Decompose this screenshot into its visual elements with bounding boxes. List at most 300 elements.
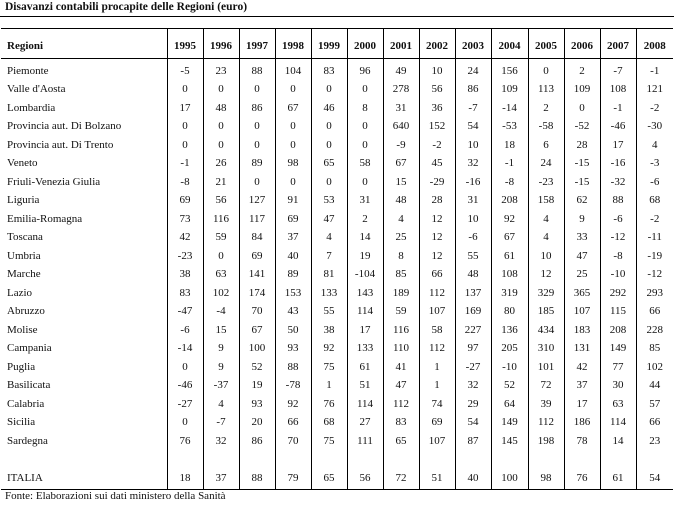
table-cell: 107 [419,303,455,322]
table-cell: -2 [419,136,455,155]
table-cell: 329 [528,284,564,303]
table-cell: 70 [239,303,275,322]
table-cell: -6 [167,321,203,340]
table-cell: 48 [383,192,419,211]
table-cell: 65 [383,432,419,451]
region-name: Umbria [7,249,41,262]
table-cell: 63 [600,395,636,414]
table-cell: 7 [311,247,347,266]
table-cell: 0 [311,81,347,100]
table-cell: -19 [636,247,673,266]
table-row [1,303,673,322]
table-cell: 0 [275,118,311,137]
table-cell: 4 [311,229,347,248]
table-cell: 174 [239,284,275,303]
table-cell: 133 [347,340,383,359]
table-cell: 26 [203,155,239,174]
table-cell: 183 [564,321,600,340]
table-cell: 8 [347,99,383,118]
table-cell: 102 [636,358,673,377]
table-cell: -52 [564,118,600,137]
table-cell: -12 [600,229,636,248]
table-cell: 23 [203,59,239,81]
table-cell: 116 [203,210,239,229]
table-row [1,99,673,118]
table-cell: 63 [203,266,239,285]
table-cell: 133 [311,284,347,303]
table-cell: 101 [528,358,564,377]
table-cell: 28 [564,136,600,155]
table-cell: -6 [600,210,636,229]
column-header-year: 2006 [564,29,600,59]
table-cell: 9 [203,340,239,359]
table-cell: 48 [455,266,491,285]
table-cell: 117 [239,210,275,229]
table-cell: 0 [239,173,275,192]
table-cell: 61 [600,469,636,490]
table-cell: 86 [455,81,491,100]
table-cell: -23 [167,247,203,266]
region-name: Toscana [7,231,43,244]
column-header-year: 1999 [311,29,347,59]
table-cell: 0 [275,81,311,100]
table-cell: 25 [383,229,419,248]
table-cell: 6 [528,136,564,155]
table-cell: -7 [600,59,636,81]
region-name: Veneto [7,157,38,170]
column-header-year: 1997 [239,29,275,59]
table-cell: 88 [600,192,636,211]
table-row [1,414,673,433]
table-cell: 66 [419,266,455,285]
column-header-year: 2001 [383,29,419,59]
table-cell: 33 [564,229,600,248]
table-cell: 115 [600,303,636,322]
table-cell: -8 [600,247,636,266]
table-cell: 88 [239,59,275,81]
region-name: Friuli-Venezia Giulia [7,175,101,188]
table-cell: 31 [347,192,383,211]
table-cell: 18 [167,469,203,490]
spacer-cell [311,451,347,469]
table-cell: 75 [311,432,347,451]
region-name: Puglia [7,360,36,373]
table-cell: 4 [528,210,564,229]
table-cell: -47 [167,303,203,322]
table-cell: 59 [383,303,419,322]
table-cell: 52 [491,377,528,396]
spacer-cell [600,451,636,469]
table-cell: 38 [167,266,203,285]
spacer-cell [528,451,564,469]
total-row [1,469,673,490]
table-cell: -37 [203,377,239,396]
column-header-year: 2002 [419,29,455,59]
table-cell: 44 [636,377,673,396]
table-cell: 32 [455,377,491,396]
region-name: Lazio [7,286,33,299]
table-cell: 0 [311,118,347,137]
table-cell: -8 [167,173,203,192]
table-row [1,118,673,137]
table-cell: -104 [347,266,383,285]
table-cell: 72 [383,469,419,490]
table-cell: 76 [167,432,203,451]
table-row [1,81,673,100]
table-cell: 25 [564,266,600,285]
region-name: Marche [7,268,41,281]
table-row [1,432,673,451]
table-cell: 49 [383,59,419,81]
table-cell: 58 [419,321,455,340]
table-cell: 59 [203,229,239,248]
spacer-row [1,451,673,469]
table-cell: 96 [347,59,383,81]
table-cell: 98 [528,469,564,490]
table-cell: -58 [528,118,564,137]
region-name: Provincia aut. Di Trento [7,138,114,151]
table-row [1,210,673,229]
table-cell: 67 [275,99,311,118]
table-cell: 169 [455,303,491,322]
table-cell: 149 [491,414,528,433]
table-cell: 46 [311,99,347,118]
table-cell: 65 [311,469,347,490]
table-row [1,266,673,285]
spacer-cell [491,451,528,469]
spacer-cell [347,451,383,469]
table-cell: 1 [419,377,455,396]
region-name: ITALIA [1,469,167,490]
table-cell: 73 [167,210,203,229]
table-cell: 152 [419,118,455,137]
table-cell: 114 [347,395,383,414]
table-cell: 107 [564,303,600,322]
table-cell: 10 [455,210,491,229]
table-cell: 55 [311,303,347,322]
table-cell: 365 [564,284,600,303]
table-cell: 12 [419,229,455,248]
table-cell: 91 [275,192,311,211]
table-cell: 278 [383,81,419,100]
table-row [1,321,673,340]
table-cell: -30 [636,118,673,137]
table-cell: 67 [491,229,528,248]
table-cell: 0 [275,173,311,192]
table-cell: 54 [455,118,491,137]
table-cell: -7 [203,414,239,433]
table-cell: 186 [564,414,600,433]
table-cell: 57 [636,395,673,414]
table-cell: 8 [383,247,419,266]
table-cell: 39 [528,395,564,414]
table-cell: 319 [491,284,528,303]
table-cell: 98 [275,155,311,174]
table-cell: 76 [564,469,600,490]
table-cell: 100 [239,340,275,359]
table-cell: -46 [600,118,636,137]
table-cell: 0 [347,118,383,137]
table-cell: 15 [203,321,239,340]
table-cell: -14 [491,99,528,118]
table-cell: 112 [528,414,564,433]
table-cell: 54 [636,469,673,490]
table-cell: 0 [167,414,203,433]
table-cell: 0 [239,136,275,155]
table-cell: 70 [275,432,311,451]
table-cell: 116 [383,321,419,340]
table-cell: 61 [347,358,383,377]
table-cell: 131 [564,340,600,359]
table-cell: -32 [600,173,636,192]
table-cell: 198 [528,432,564,451]
table-cell: 1 [419,358,455,377]
table-cell: 69 [167,192,203,211]
table-cell: 17 [564,395,600,414]
table-cell: 12 [419,210,455,229]
table-cell: 205 [491,340,528,359]
region-name: Calabria [7,397,45,410]
table-cell: 24 [455,59,491,81]
table-cell: 48 [203,99,239,118]
table-cell: 2 [347,210,383,229]
table-cell: 0 [167,118,203,137]
table-cell: -9 [383,136,419,155]
table-cell: 4 [636,136,673,155]
table-cell: 56 [419,81,455,100]
table-cell: 10 [419,59,455,81]
table-cell: 88 [275,358,311,377]
column-header-year: 2008 [636,29,673,59]
table-cell: 53 [311,192,347,211]
table-cell: 45 [419,155,455,174]
table-cell: 81 [311,266,347,285]
table-cell: -2 [636,210,673,229]
table-cell: 83 [383,414,419,433]
column-header-year: 2005 [528,29,564,59]
table-cell: 21 [203,173,239,192]
table-cell: 19 [347,247,383,266]
table-cell: 32 [203,432,239,451]
table-cell: 127 [239,192,275,211]
table-cell: 0 [347,136,383,155]
table-cell: 65 [311,155,347,174]
table-cell: -14 [167,340,203,359]
spacer-cell [167,451,203,469]
table-cell: 0 [239,81,275,100]
region-name: Piemonte [7,64,49,77]
region-name: Basilicata [7,379,51,392]
table-cell: 52 [239,358,275,377]
table-cell: 56 [203,192,239,211]
table-cell: 0 [347,173,383,192]
spacer-cell [203,451,239,469]
table-cell: 32 [455,155,491,174]
table-cell: 56 [347,469,383,490]
table-cell: 0 [203,81,239,100]
spacer-cell [564,451,600,469]
table-cell: 0 [203,247,239,266]
table-cell: 64 [491,395,528,414]
table-cell: 12 [528,266,564,285]
table-cell: 104 [275,59,311,81]
table-cell: 92 [275,395,311,414]
table-cell: -27 [167,395,203,414]
table-row [1,229,673,248]
table-cell: 10 [455,136,491,155]
spacer-cell [383,451,419,469]
table-cell: 227 [455,321,491,340]
table-title: Disavanzi contabili procapite delle Regioni (euro) [5,1,248,13]
region-name: Lombardia [7,101,56,114]
table-cell: 86 [239,99,275,118]
table-cell: -3 [636,155,673,174]
table-cell: 61 [491,247,528,266]
table-cell: 38 [311,321,347,340]
column-header-year: 1996 [203,29,239,59]
table-cell: -1 [600,99,636,118]
table-cell: 51 [419,469,455,490]
table-cell: 85 [383,266,419,285]
table-cell: -2 [636,99,673,118]
region-name: Valle d'Aosta [7,83,66,96]
table-cell: 47 [383,377,419,396]
table-cell: -8 [491,173,528,192]
table-cell: 87 [455,432,491,451]
table-cell: 77 [600,358,636,377]
table-cell: 0 [564,99,600,118]
table-cell: 37 [275,229,311,248]
table-row [1,358,673,377]
table-row [1,192,673,211]
table-cell: 28 [419,192,455,211]
table-cell: 17 [167,99,203,118]
table-cell: 189 [383,284,419,303]
table-cell: 9 [203,358,239,377]
table-cell: 137 [455,284,491,303]
table-cell: 1 [311,377,347,396]
table-cell: 19 [239,377,275,396]
table-cell: 36 [419,99,455,118]
table-row [1,247,673,266]
table-cell: 83 [167,284,203,303]
table-cell: 0 [203,118,239,137]
table-cell: 107 [419,432,455,451]
table-row [1,284,673,303]
table-cell: 69 [275,210,311,229]
table-cell: 114 [600,414,636,433]
table-cell: 69 [419,414,455,433]
table-cell: 9 [564,210,600,229]
table-cell: 158 [528,192,564,211]
table-cell: 14 [600,432,636,451]
table-cell: 0 [275,136,311,155]
table-cell: 62 [564,192,600,211]
table-cell: 42 [564,358,600,377]
column-header-year: 1998 [275,29,311,59]
table-cell: 310 [528,340,564,359]
table-cell: 0 [203,136,239,155]
table-row [1,59,673,81]
table-cell: -16 [600,155,636,174]
table-cell: 74 [419,395,455,414]
table-cell: -29 [419,173,455,192]
table-cell: 2 [564,59,600,81]
table-cell: 14 [347,229,383,248]
table-cell: 37 [564,377,600,396]
table-cell: 0 [167,81,203,100]
table-row [1,377,673,396]
table-cell: 89 [239,155,275,174]
table-cell: -10 [600,266,636,285]
table-cell: 84 [239,229,275,248]
table-cell: -10 [491,358,528,377]
table-cell: 112 [383,395,419,414]
table-cell: 47 [311,210,347,229]
table-cell: 93 [239,395,275,414]
table-cell: 30 [600,377,636,396]
table-cell: 40 [455,469,491,490]
table-cell: 78 [564,432,600,451]
table-cell: 72 [528,377,564,396]
table-cell: 37 [203,469,239,490]
table-cell: 54 [455,414,491,433]
table-cell: 100 [491,469,528,490]
table-cell: 68 [311,414,347,433]
table-cell: 68 [636,192,673,211]
header-row [1,29,673,59]
table-cell: 20 [239,414,275,433]
spacer-cell [1,451,167,469]
table-cell: 76 [311,395,347,414]
table-cell: 17 [347,321,383,340]
table-cell: 50 [275,321,311,340]
table-cell: -27 [455,358,491,377]
table-cell: 0 [167,358,203,377]
table-cell: 67 [239,321,275,340]
table-cell: 208 [600,321,636,340]
table-body [1,59,673,490]
column-header-regioni: Regioni [1,29,167,59]
table-cell: 55 [455,247,491,266]
table-cell: 18 [491,136,528,155]
table-cell: -53 [491,118,528,137]
table-cell: 92 [311,340,347,359]
table-cell: 121 [636,81,673,100]
table-cell: -7 [455,99,491,118]
table-cell: 0 [311,136,347,155]
table-cell: 4 [203,395,239,414]
table-cell: 41 [383,358,419,377]
spacer-cell [419,451,455,469]
table-cell: 66 [275,414,311,433]
table-cell: 136 [491,321,528,340]
table-row [1,395,673,414]
table-cell: 79 [275,469,311,490]
table-row [1,155,673,174]
table-cell: -1 [491,155,528,174]
table-cell: 12 [419,247,455,266]
table-cell: -6 [636,173,673,192]
table-cell: 80 [491,303,528,322]
table-cell: 143 [347,284,383,303]
table-cell: 640 [383,118,419,137]
table-cell: 0 [347,81,383,100]
table-cell: 89 [275,266,311,285]
table-cell: 97 [455,340,491,359]
table-cell: 69 [239,247,275,266]
table-cell: 42 [167,229,203,248]
